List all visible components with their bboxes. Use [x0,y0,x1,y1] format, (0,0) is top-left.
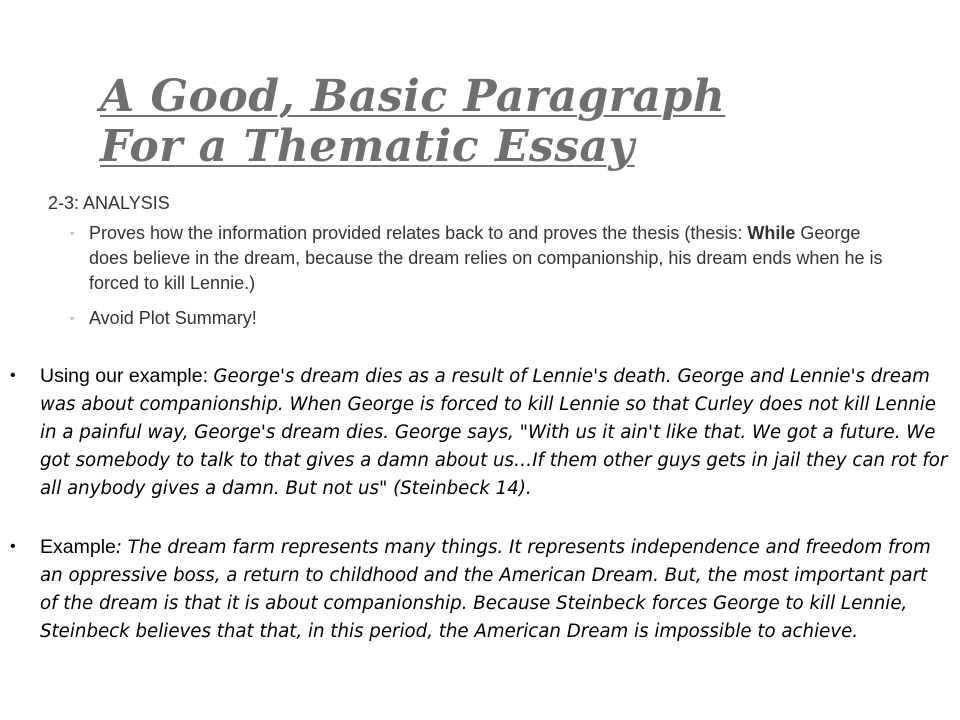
example-paragraph-1 [10,362,950,503]
example-lead: Using our example: [40,365,214,387]
analysis-item-text-post: George does believe in the dream, because the dream relies on companionship, his dream ends when he is forced to kill Lennie.) [89,223,883,293]
title-line-2: For a Thematic Essay [100,121,635,172]
analysis-item-bold-word: While [747,223,796,243]
example-paragraph-2 [10,533,950,646]
analysis-list [70,221,900,341]
dot-bullet-icon: • [10,367,16,384]
ring-bullet-icon: ◦ [70,311,75,325]
example-text: : The dream farm represents many things. It represents independence and freedom from an oppressive boss, a return to childhood and the American Dream. But, the most important part of the dream is that it is about companionship. Because Steinbeck forces George to kill Lennie, Steinbeck believes that that, in this period, the American Dream is impossible to achieve. [40,537,931,642]
slide-title [100,72,725,172]
analysis-item-plot [70,306,900,331]
ring-bullet-icon: ◦ [70,226,75,240]
analysis-item-thesis [70,221,900,296]
analysis-item-text: Avoid Plot Summary! [89,308,257,328]
analysis-item-text-pre: Proves how the information provided relates back to and proves the thesis (thesis: [89,223,748,243]
dot-bullet-icon: • [10,538,16,555]
examples-list [10,362,950,676]
title-line-1: A Good, Basic Paragraph [100,71,726,122]
section-heading: 2-3: ANALYSIS [48,193,170,213]
example-lead: Example [40,536,116,558]
example-text: George's dream dies as a result of Lennie's death. George and Lennie's dream was about companionship. When George is forced to kill Lennie so that Curley does not kill Lennie in a painful way, George's dream dies. George says, "With us it ain't like that. We got a future. We got somebody to talk to that gives a damn about us…If them other guys gets in jail they can rot for all anybody gives a damn. But not us" (Steinbeck 14). [40,366,948,499]
